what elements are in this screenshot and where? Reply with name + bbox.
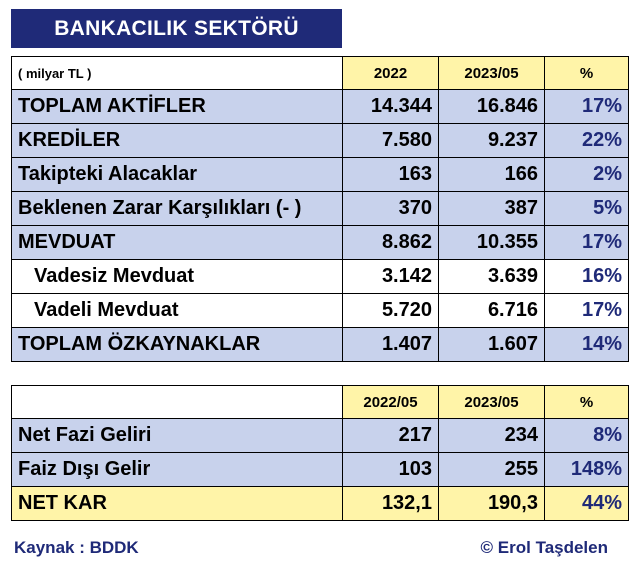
col-header-percent: %: [545, 386, 629, 419]
percent-change: 14%: [545, 328, 629, 362]
table-row: [12, 90, 629, 124]
table-row: [12, 192, 629, 226]
value-2022: 3.142: [343, 260, 439, 294]
value-2022: 8.862: [343, 226, 439, 260]
value-2022: 132,1: [343, 487, 439, 521]
row-label: MEVDUAT: [12, 226, 343, 260]
value-2023: 16.846: [439, 90, 545, 124]
value-2022: 163: [343, 158, 439, 192]
percent-change: 17%: [545, 294, 629, 328]
unit-label: ( milyar TL ): [12, 57, 343, 90]
author-credit: © Erol Taşdelen: [480, 538, 608, 557]
percent-change: 5%: [545, 192, 629, 226]
col-header-percent: %: [545, 57, 629, 90]
row-label: Beklenen Zarar Karşılıkları (- ): [12, 192, 343, 226]
percent-change: 22%: [545, 124, 629, 158]
value-2022: 5.720: [343, 294, 439, 328]
percent-change: 148%: [545, 453, 629, 487]
percent-change: 17%: [545, 226, 629, 260]
row-label: Vadeli Mevduat: [12, 294, 343, 328]
table-header-row: [12, 386, 629, 419]
blank-cell: [12, 386, 343, 419]
table-row: [12, 124, 629, 158]
table-row: [12, 158, 629, 192]
table-row: [12, 226, 629, 260]
value-2023: 1.607: [439, 328, 545, 362]
col-header-2023-05: 2023/05: [439, 386, 545, 419]
value-2022: 7.580: [343, 124, 439, 158]
value-2023: 234: [439, 419, 545, 453]
balance-sheet-table: [11, 56, 629, 362]
table-row: [12, 294, 629, 328]
value-2023: 10.355: [439, 226, 545, 260]
source-note: Kaynak : BDDK: [14, 538, 139, 557]
row-label: TOPLAM AKTİFLER: [12, 90, 343, 124]
page-title: BANKACILIK SEKTÖRÜ: [11, 9, 342, 48]
value-2023: 6.716: [439, 294, 545, 328]
col-header-2023-05: 2023/05: [439, 57, 545, 90]
value-2022: 370: [343, 192, 439, 226]
value-2023: 9.237: [439, 124, 545, 158]
table-row: [12, 453, 629, 487]
col-header-2022-05: 2022/05: [343, 386, 439, 419]
value-2023: 387: [439, 192, 545, 226]
row-label: NET KAR: [12, 487, 343, 521]
row-label: Vadesiz Mevduat: [12, 260, 343, 294]
value-2023: 3.639: [439, 260, 545, 294]
value-2023: 166: [439, 158, 545, 192]
table-row: [12, 328, 629, 362]
value-2022: 103: [343, 453, 439, 487]
row-label: Faiz Dışı Gelir: [12, 453, 343, 487]
income-table: [11, 385, 629, 521]
value-2023: 255: [439, 453, 545, 487]
value-2022: 14.344: [343, 90, 439, 124]
value-2022: 1.407: [343, 328, 439, 362]
percent-change: 2%: [545, 158, 629, 192]
percent-change: 17%: [545, 90, 629, 124]
table-row: [12, 419, 629, 453]
table-row: [12, 260, 629, 294]
value-2022: 217: [343, 419, 439, 453]
percent-change: 16%: [545, 260, 629, 294]
table-row: [12, 487, 629, 521]
row-label: Takipteki Alacaklar: [12, 158, 343, 192]
row-label: KREDİLER: [12, 124, 343, 158]
percent-change: 8%: [545, 419, 629, 453]
row-label: TOPLAM ÖZKAYNAKLAR: [12, 328, 343, 362]
col-header-2022: 2022: [343, 57, 439, 90]
table-header-row: [12, 57, 629, 90]
value-2023: 190,3: [439, 487, 545, 521]
percent-change: 44%: [545, 487, 629, 521]
row-label: Net Fazi Geliri: [12, 419, 343, 453]
